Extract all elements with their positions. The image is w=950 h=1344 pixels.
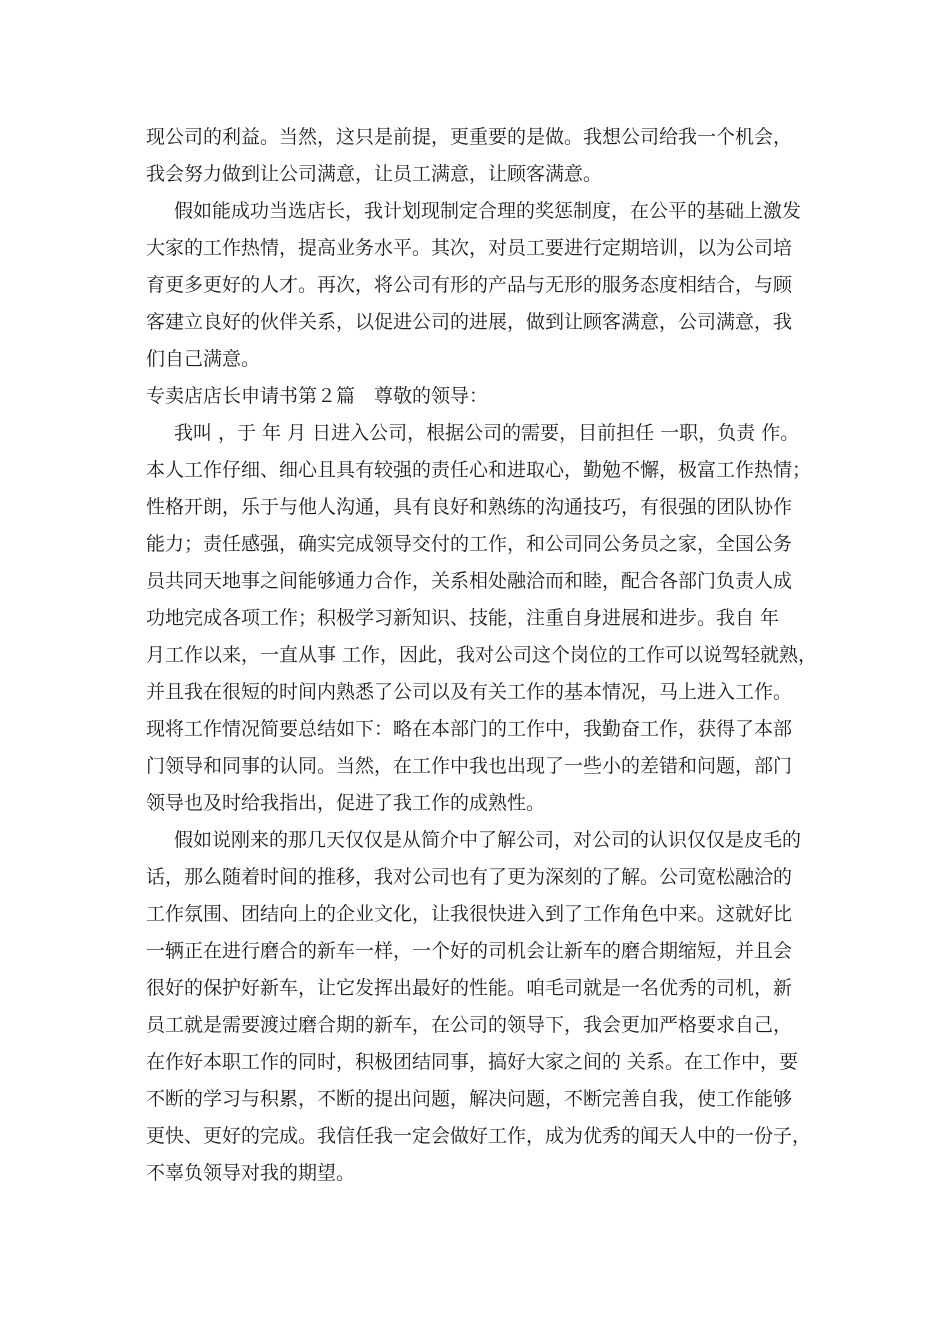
text-line: 话，那么随着时间的推移，我对公司也有了更为深刻的了解。公司宽松融洽的	[146, 866, 793, 888]
text-line: 本人工作仔细、细心且具有较强的责任心和进取心，勤勉不懈，极富工作热情；	[146, 459, 812, 481]
text-line: 现公司的利益。当然，这只是前提，更重要的是做。我想公司给我一个机会，	[146, 126, 793, 148]
text-line: 工作氛围、团结向上的企业文化，让我很快进入到了工作角色中来。这就好比	[146, 903, 793, 925]
text-line: 现将工作情况简要总结如下：略在本部门的工作中，我勤奋工作，获得了本部	[146, 718, 793, 740]
document-body	[146, 119, 836, 1192]
text-line: 育更多更好的人才。再次，将公司有形的产品与无形的服务态度相结合，与顾	[146, 274, 793, 296]
text-line: 假如能成功当选店长，我计划现制定合理的奖惩制度，在公平的基础上激发	[174, 200, 802, 222]
text-line: 我叫 ，于 年 月 日进入公司，根据公司的需要，目前担任 一职，负责 作。	[174, 422, 800, 444]
text-line: 一辆正在进行磨合的新车一样，一个好的司机会让新车的磨合期缩短，并且会	[146, 940, 793, 962]
text-line: 不断的学习与积累，不断的提出问题，解决问题，不断完善自我，使工作能够	[146, 1088, 793, 1110]
text-line: 功地完成各项工作；积极学习新知识、技能，注重自身进展和进步。我自 年	[146, 607, 780, 629]
text-line: 员工就是需要渡过磨合期的新车，在公司的领导下，我会更加严格要求自己，	[146, 1014, 793, 1036]
text-line: 我会努力做到让公司满意，让员工满意，让顾客满意。	[146, 163, 603, 185]
text-line: 并且我在很短的时间内熟悉了公司以及有关工作的基本情况，马上进入工作。	[146, 681, 793, 703]
text-line: 不辜负领导对我的期望。	[146, 1162, 356, 1184]
text-line: 性格开朗，乐于与他人沟通，具有良好和熟练的沟通技巧，有很强的团队协作	[146, 496, 793, 518]
text-line: 月工作以来，一直从事 工作，因此，我对公司这个岗位的工作可以说驾轻就熟，	[146, 644, 818, 666]
text-line: 领导也及时给我指出，促进了我工作的成熟性。	[146, 792, 546, 814]
text-line: 员共同天地事之间能够通力合作，关系相处融洽而和睦，配合各部门负责人成	[146, 570, 793, 592]
text-line: 更快、更好的完成。我信任我一定会做好工作，成为优秀的闻天人中的一份子，	[146, 1125, 812, 1147]
text-line: 专卖店店长申请书第２篇 尊敬的领导：	[146, 385, 489, 407]
text-line: 大家的工作热情，提高业务水平。其次，对员工要进行定期培训，以为公司培	[146, 237, 793, 259]
text-line: 客建立良好的伙伴关系，以促进公司的进展，做到让顾客满意，公司满意，我	[146, 311, 793, 333]
text-line: 能力；责任感强，确实完成领导交付的工作，和公司同公务员之家，全国公务	[146, 533, 793, 555]
text-line: 门领导和同事的认同。当然，在工作中我也出现了一些小的差错和问题，部门	[146, 755, 793, 777]
text-line: 在作好本职工作的同时，积极团结同事，搞好大家之间的 关系。在工作中，要	[146, 1051, 799, 1073]
text-line: 很好的保护好新车，让它发挥出最好的性能。咱毛司就是一名优秀的司机，新	[146, 977, 793, 999]
text-line: 们自己满意。	[146, 348, 261, 370]
text-line: 假如说刚来的那几天仅仅是从简介中了解公司，对公司的认识仅仅是皮毛的	[174, 829, 802, 851]
